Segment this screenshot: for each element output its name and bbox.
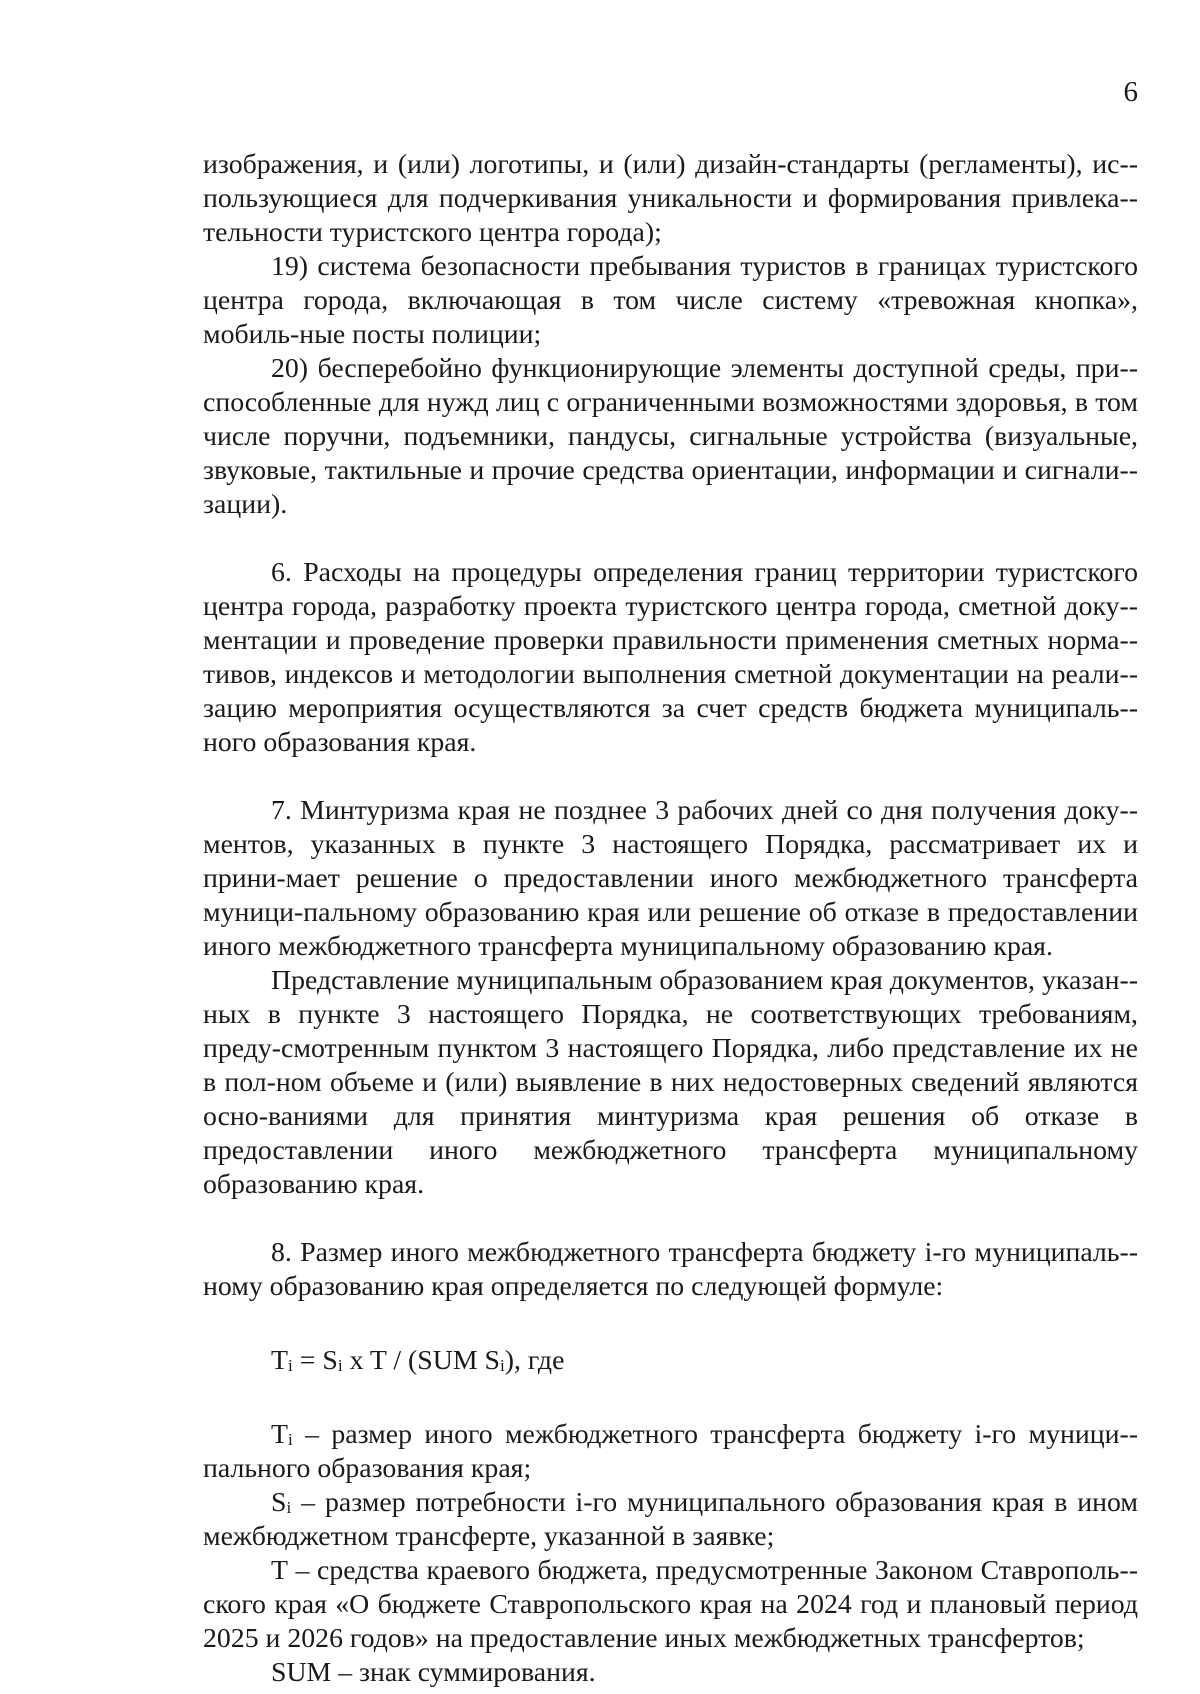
formula-si: S <box>322 1345 338 1376</box>
definition-ti-symbol: T <box>271 1419 288 1450</box>
paragraph-list-item-19: 19) система безопасности пребывания туристов в границах туристского центра города, включающая в том числе систему «тревожная кнопка», мобиль-ные посты полиции; <box>203 251 1138 350</box>
definition-ti <box>203 1418 1138 1486</box>
formula-si-sub: i <box>337 1356 343 1376</box>
formula-times: x <box>342 1345 370 1376</box>
formula-t-total: T <box>369 1345 387 1376</box>
page-number: 6 <box>1123 76 1138 108</box>
formula-sum-s-sub: i <box>499 1356 505 1376</box>
formula-eq: = <box>292 1345 323 1376</box>
definition-t: Т – средства краевого бюджета, предусмотренные Законом Ставрополь-ского края «О бюджете Ставропольского края на 2024 год и плановый период 2025 и 2026 годов» на предоставление иных межбюджетных трансфертов; <box>203 1555 1138 1654</box>
paragraph-section-7-second: Представление муниципальным образованием края документов, указан-ных в пункте 3 настоящего Порядка, не соответствующих требованиям, преду-смотренным пунктом 3 настоящего Порядка, либо представление их не в пол-ном объеме и (или) выявление в них недостоверных сведений являются осно-ваниями для принятия минтуризма края решения об отказе в предоставлении иного межбюджетного трансферта муниципальному образованию края. <box>203 965 1138 1200</box>
definition-si-symbol: S <box>271 1487 287 1518</box>
formula-where: где <box>527 1345 565 1376</box>
formula <box>203 1344 1138 1378</box>
definition-si-text: – размер потребности i-го муниципального образования края в ином межбюджетном трансферте, указанной в заявке; <box>203 1487 1138 1552</box>
paragraph-list-item-18-continued: изображения, и (или) логотипы, и (или) дизайн-стандарты (регламенты), ис-пользующиеся для подчеркивания уникальности и формирования привлека-тельности туристского центра города); <box>203 149 1138 248</box>
paragraph-section-8: 8. Размер иного межбюджетного трансферта бюджету i-го муниципаль-ному образованию края определяется по следующей формуле: <box>203 1237 1138 1302</box>
formula-sum-s: S <box>484 1345 500 1376</box>
paragraph-section-7: 7. Минтуризма края не позднее 3 рабочих дней со дня получения доку-ментов, указанных в пункте 3 настоящего Порядка, рассматривает их и прини-мает решение о предоставлении иного межбюджетного трансферта муници-пальному образованию края или решение об отказе в предоставлении иного межбюджетного трансферта муниципальному образованию края. <box>203 795 1138 962</box>
definition-ti-sub: i <box>287 1430 293 1450</box>
formula-ti: T <box>271 1345 288 1376</box>
paragraph-section-6: 6. Расходы на процедуры определения границ территории туристского центра города, разработку проекта туристского центра города, сметной доку-ментации и проведение проверки правильности применения сметных норма-тивов, индексов и методологии выполнения сметной документации на реали-зацию мероприятия осуществляются за счет средств бюджета муниципаль-ного образования края. <box>203 557 1138 758</box>
formula-sum-open: / (SUM <box>386 1345 485 1376</box>
formula-close: ), <box>504 1345 528 1376</box>
definition-sum: SUM – знак суммирования. <box>271 1657 596 1688</box>
definition-si <box>203 1486 1138 1554</box>
formula-ti-sub: i <box>287 1356 293 1376</box>
paragraph-list-item-20: 20) бесперебойно функционирующие элементы доступной среды, при-способленные для нужд лиц с ограниченными возможностями здоровья, в том числе поручни, подъемники, пандусы, сигнальные устройства (визуальные, звуковые, тактильные и прочие средства ориентации, информации и сигнали-зации). <box>203 353 1138 520</box>
document-body <box>203 148 1138 1690</box>
definition-ti-text: – размер иного межбюджетного трансферта бюджету i-го муници-пального образования края; <box>203 1419 1138 1484</box>
definition-si-sub: i <box>286 1498 292 1518</box>
